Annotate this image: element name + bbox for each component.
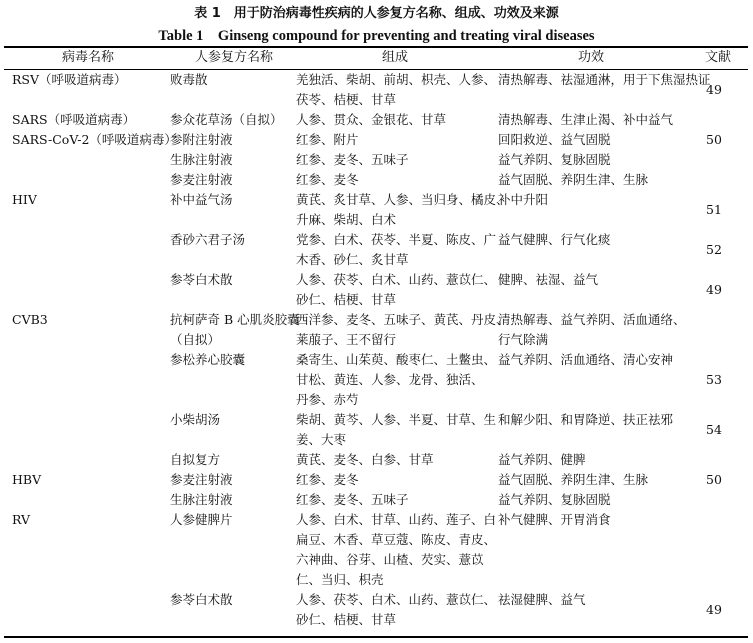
cell-prescription-line: 参松养心胶囊 bbox=[170, 352, 246, 367]
cell-reference: 50 bbox=[706, 472, 722, 487]
cell-efficacy-line: 清热解毒、祛湿通淋，用于下焦湿热证 bbox=[498, 72, 711, 87]
cell-prescription-line: 生脉注射液 bbox=[170, 492, 233, 507]
cell-composition-line: 红参、麦冬 bbox=[296, 172, 359, 187]
cell-composition-line: 扁豆、木香、草豆蔻、陈皮、青皮、 bbox=[296, 532, 497, 547]
cell-prescription-line: 小柴胡汤 bbox=[170, 412, 221, 427]
cell-virus: RV bbox=[12, 512, 30, 527]
header-prescription: 人参复方名称 bbox=[195, 50, 274, 65]
cell-composition-line: 姜、大枣 bbox=[296, 432, 347, 447]
cell-composition-line: 升麻、柴胡、白术 bbox=[296, 212, 397, 227]
cell-reference: 49 bbox=[706, 282, 722, 297]
cell-composition-line: 党参、白术、茯苓、半夏、陈皮、广 bbox=[296, 232, 497, 247]
cell-composition-line: 柴胡、黄芩、人参、半夏、甘草、生 bbox=[296, 412, 497, 427]
header-virus: 病毒名称 bbox=[62, 50, 115, 65]
cell-efficacy-line: 益气固脱、养阴生津、生脉 bbox=[498, 172, 649, 187]
cell-virus: SARS（呼吸道病毒） bbox=[12, 112, 136, 127]
cell-efficacy-line: 清热解毒、生津止渴、补中益气 bbox=[498, 112, 674, 127]
cell-prescription-line: 自拟复方 bbox=[170, 452, 221, 467]
cell-reference: 49 bbox=[706, 82, 722, 97]
cell-prescription-line: 参麦注射液 bbox=[170, 172, 233, 187]
cell-virus: SARS-CoV-2（呼吸道病毒） bbox=[12, 132, 177, 147]
cell-efficacy-line: 益气健脾、行气化痰 bbox=[498, 232, 611, 247]
cell-reference: 51 bbox=[706, 202, 722, 217]
cell-efficacy-line: 清热解毒、益气养阴、活血通络、 bbox=[498, 312, 686, 327]
table-bottom-rule bbox=[4, 636, 748, 638]
cell-reference: 53 bbox=[706, 372, 722, 387]
cell-composition-line: 木香、砂仁、炙甘草 bbox=[296, 252, 409, 267]
cell-efficacy-line: 益气养阴、健脾 bbox=[498, 452, 586, 467]
cell-composition-line: 人参、茯苓、白术、山药、薏苡仁、 bbox=[296, 272, 497, 287]
cell-composition-line: 仁、当归、枳壳 bbox=[296, 572, 384, 587]
cell-efficacy-line: 行气除满 bbox=[498, 332, 549, 347]
cell-virus: HIV bbox=[12, 192, 37, 207]
cell-prescription-line: 人参健脾片 bbox=[170, 512, 233, 527]
cell-composition-line: 红参、麦冬、五味子 bbox=[296, 152, 409, 167]
cell-virus: RSV（呼吸道病毒） bbox=[12, 72, 127, 87]
cell-virus: CVB3 bbox=[12, 312, 48, 327]
cell-composition-line: 西洋参、麦冬、五味子、黄芪、丹皮、 bbox=[296, 312, 509, 327]
cell-composition-line: 茯苓、桔梗、甘草 bbox=[296, 92, 397, 107]
cell-efficacy-line: 回阳救逆、益气固脱 bbox=[498, 132, 611, 147]
cell-composition-line: 黄芪、麦冬、白参、甘草 bbox=[296, 452, 434, 467]
cell-efficacy-line: 祛湿健脾、益气 bbox=[498, 592, 586, 607]
cell-composition-line: 六神曲、谷芽、山楂、芡实、薏苡 bbox=[296, 552, 484, 567]
cell-efficacy-line: 和解少阳、和胃降逆、扶正祛邪 bbox=[498, 412, 674, 427]
cell-virus: HBV bbox=[12, 472, 42, 487]
cell-efficacy-line: 补气健脾、开胃消食 bbox=[498, 512, 611, 527]
cell-efficacy-line: 健脾、祛湿、益气 bbox=[498, 272, 599, 287]
cell-composition-line: 人参、贯众、金银花、甘草 bbox=[296, 112, 447, 127]
cell-reference: 54 bbox=[706, 422, 722, 437]
cell-composition-line: 黄芪、炙甘草、人参、当归身、橘皮、 bbox=[296, 192, 509, 207]
cell-composition-line: 桑寄生、山茱萸、酸枣仁、土鳖虫、 bbox=[296, 352, 497, 367]
cell-prescription-line: 参附注射液 bbox=[170, 132, 233, 147]
cell-prescription-line: 败毒散 bbox=[170, 72, 208, 87]
cell-composition-line: 砂仁、桔梗、甘草 bbox=[296, 292, 397, 307]
table-title-english: Table 1 Ginseng compound for preventing and treating viral diseases bbox=[158, 28, 595, 44]
cell-prescription-line: 参众花草汤（自拟） bbox=[170, 112, 283, 127]
cell-prescription-line: 参苓白术散 bbox=[170, 592, 233, 607]
cell-efficacy-line: 益气固脱、养阴生津、生脉 bbox=[498, 472, 649, 487]
table-title-chinese: 表 1 用于防治病毒性疾病的人参复方名称、组成、功效及来源 bbox=[194, 6, 559, 21]
cell-composition-line: 羌独活、柴胡、前胡、枳壳、人参、 bbox=[296, 72, 497, 87]
cell-composition-line: 红参、麦冬 bbox=[296, 472, 359, 487]
cell-composition-line: 甘松、黄连、人参、龙骨、独活、 bbox=[296, 372, 484, 387]
cell-prescription-line: 参麦注射液 bbox=[170, 472, 233, 487]
cell-composition-line: 红参、附片 bbox=[296, 132, 359, 147]
cell-composition-line: 人参、白术、甘草、山药、莲子、白 bbox=[296, 512, 497, 527]
table-top-rule bbox=[4, 46, 748, 48]
cell-prescription-line: （自拟） bbox=[170, 332, 221, 347]
cell-reference: 52 bbox=[706, 242, 722, 257]
cell-efficacy-line: 补中升阳 bbox=[498, 192, 549, 207]
cell-efficacy-line: 益气养阴、复脉固脱 bbox=[498, 492, 611, 507]
cell-reference: 49 bbox=[706, 602, 722, 617]
cell-composition-line: 砂仁、桔梗、甘草 bbox=[296, 612, 397, 627]
cell-composition-line: 人参、茯苓、白术、山药、薏苡仁、 bbox=[296, 592, 497, 607]
header-composition: 组成 bbox=[382, 50, 409, 65]
cell-composition-line: 红参、麦冬、五味子 bbox=[296, 492, 409, 507]
header-efficacy: 功效 bbox=[578, 50, 605, 65]
cell-prescription-line: 香砂六君子汤 bbox=[170, 232, 246, 247]
cell-efficacy-line: 益气养阴、复脉固脱 bbox=[498, 152, 611, 167]
cell-prescription-line: 抗柯萨奇 B 心肌炎胶囊 bbox=[170, 312, 300, 327]
cell-prescription-line: 补中益气汤 bbox=[170, 192, 233, 207]
cell-efficacy-line: 益气养阴、活血通络、清心安神 bbox=[498, 352, 674, 367]
cell-prescription-line: 生脉注射液 bbox=[170, 152, 233, 167]
cell-reference: 50 bbox=[706, 132, 722, 147]
cell-composition-line: 丹参、赤芍 bbox=[296, 392, 359, 407]
cell-composition-line: 莱菔子、王不留行 bbox=[296, 332, 397, 347]
cell-prescription-line: 参苓白术散 bbox=[170, 272, 233, 287]
header-reference: 文献 bbox=[705, 50, 732, 65]
